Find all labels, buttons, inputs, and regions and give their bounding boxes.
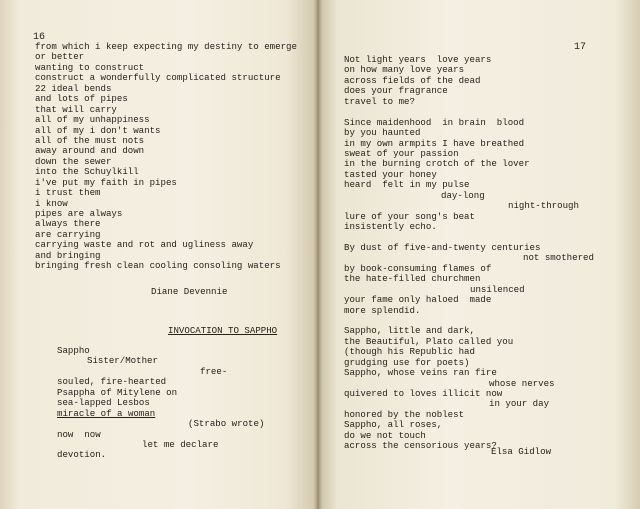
poem-line: unsilenced — [470, 283, 525, 295]
poem-line: insistently echo. — [344, 221, 437, 232]
poem-line: Psappha of Mitylene on — [57, 386, 178, 398]
poem-author-left: Diane Devennie — [151, 286, 228, 297]
poem-line: day-long — [441, 189, 485, 201]
poem-line: wanting to construct — [35, 61, 145, 73]
poem-line: more splendid. — [344, 304, 421, 316]
poem-line: construct a wonderfully complicated structure — [35, 72, 281, 84]
poem-line: Sappho — [57, 345, 90, 356]
poem-author-right: Elsa Gidlow — [491, 446, 552, 457]
poem-line: whose nerves — [489, 377, 555, 389]
poem-line: on how many love years — [344, 64, 465, 76]
poem-line: from which i keep expecting my destiny to emerge — [35, 41, 297, 52]
poem-pipes — [35, 42, 297, 272]
poem-line: travel to me? — [344, 95, 415, 107]
right-page — [318, 0, 640, 509]
poem-line: sea-lapped Lesbos — [57, 397, 150, 409]
poem-line: grudging use for poets) — [344, 356, 470, 368]
left-page — [0, 0, 318, 509]
poem-sappho-part2 — [344, 55, 594, 452]
poem-line: Sappho, little and dark, — [344, 325, 475, 337]
poem-line: carrying waste and rot and ugliness away — [35, 239, 254, 251]
page-number-right: 17 — [574, 42, 587, 53]
poem-line: and bringing — [35, 249, 101, 261]
poem-line: Sappho, all roses, — [344, 419, 443, 431]
poem-line: not smothered — [523, 252, 594, 264]
poem-line: that will carry — [35, 103, 117, 115]
poem-line: always there — [35, 218, 101, 230]
poem-line: the hate-filled churchmen — [344, 273, 481, 285]
poem-line: honored by the noblest — [344, 408, 465, 420]
poem-line: miracle of a woman — [57, 407, 156, 419]
poem-line: down the sewer — [35, 155, 112, 167]
poem-line: let me declare — [142, 438, 219, 450]
poem-line: night-through — [508, 200, 579, 212]
book-gutter — [314, 0, 322, 509]
poem-line: Sappho, whose veins ran fire — [344, 367, 497, 379]
poem-line: By dust of five-and-twenty centuries — [344, 241, 541, 253]
poem-line: the Beautiful, Plato called you — [344, 335, 514, 347]
poem-line: Sister/Mother — [87, 355, 158, 367]
poem-line: pipes are always — [35, 208, 123, 219]
poem-line: i've put my faith in pipes — [35, 176, 177, 188]
poem-line: free- — [200, 365, 228, 377]
poem-line: now now — [57, 428, 101, 440]
poem-line: lure of your song's beat — [344, 210, 475, 222]
poem-line: i know — [35, 197, 68, 209]
poem-line: Not light years love years — [344, 54, 492, 65]
poem-line: are carrying — [35, 228, 101, 240]
poem-line: across fields of the dead — [344, 74, 481, 86]
poem-line: and lots of pipes — [35, 93, 128, 105]
poem-line: devotion. — [57, 449, 107, 461]
poem-line: heard felt in my pulse — [344, 179, 470, 191]
poem-line: Since maidenhood in brain blood — [344, 116, 525, 128]
poem-line: souled, fire-hearted — [57, 376, 167, 388]
poem-line: across the censorious years? — [344, 440, 497, 452]
poem-line: all of my i don't wants — [35, 124, 161, 136]
page-number-left: 16 — [33, 32, 46, 43]
poem-line: (Strabo wrote) — [188, 418, 265, 430]
poem-line: by you haunted — [344, 127, 421, 139]
poem-line: does your fragrance — [344, 85, 448, 97]
poem-line: quivered to loves illicit now — [344, 388, 503, 399]
poem-line: sweat of your passion — [344, 147, 459, 159]
poem-line: away around and down — [35, 145, 145, 157]
poem-line: (though his Republic had — [344, 346, 475, 358]
poem-line: by book-consuming flames of — [344, 262, 492, 274]
poem-line: your fame only haloed made — [344, 294, 492, 306]
poem-line: 22 ideal bends — [35, 82, 112, 94]
poem-line: tasted your honey — [344, 168, 437, 180]
poem-line: i trust them — [35, 187, 101, 199]
poem-line: all of the must nots — [35, 134, 145, 146]
poem-line: all of my unhappiness — [35, 114, 150, 126]
poem-line: bringing fresh clean cooling consoling waters — [35, 260, 281, 272]
poem-line: do we not touch — [344, 429, 426, 441]
poem-line: into the Schuylkill — [35, 166, 139, 178]
poem-line: in your day — [489, 398, 550, 410]
poem-line: in my own armpits I have breathed — [344, 137, 525, 149]
poem-line: in the burning crotch of the lover — [344, 158, 530, 170]
poem-sappho-part1 — [57, 346, 264, 461]
poem-title: INVOCATION TO SAPPHO — [168, 325, 278, 336]
poem-line: or better — [35, 51, 85, 63]
